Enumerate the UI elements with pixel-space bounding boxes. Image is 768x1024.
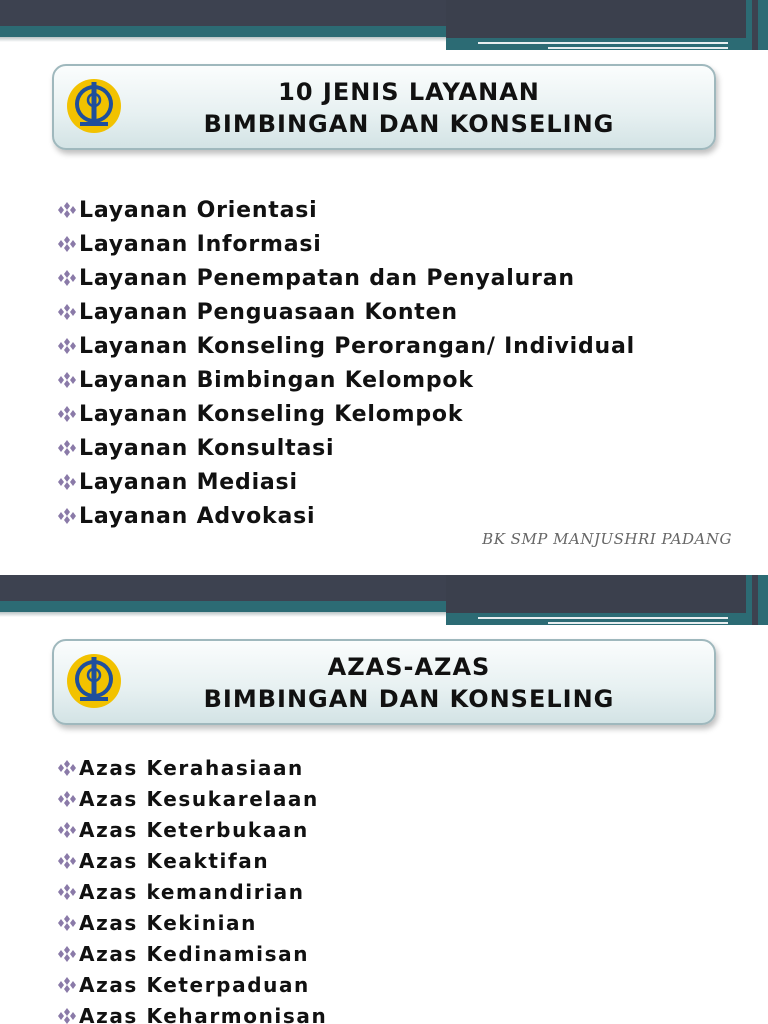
list-item xyxy=(56,295,635,329)
diamond-bullet-icon xyxy=(56,821,78,839)
list-item xyxy=(56,1000,327,1024)
slide-azas xyxy=(0,575,768,1024)
list-item xyxy=(56,876,327,907)
diamond-bullet-icon xyxy=(56,405,78,423)
list-item-label: Azas Kesukarelaan xyxy=(79,786,319,811)
list-item xyxy=(56,969,327,1000)
slide-title-line2: BIMBINGAN DAN KONSELING xyxy=(203,685,615,713)
azas-list xyxy=(56,752,327,1024)
slide-title-line1: AZAS-AZAS xyxy=(327,653,491,681)
list-item-label: Layanan Konsultasi xyxy=(79,435,335,461)
diamond-bullet-icon xyxy=(56,759,78,777)
list-item xyxy=(56,814,327,845)
list-item-label: Azas Keaktifan xyxy=(79,848,270,873)
list-item-label: Azas Keharmonisan xyxy=(79,1003,328,1024)
slide-title-line1: 10 JENIS LAYANAN xyxy=(278,78,540,106)
layanan-list xyxy=(56,193,635,533)
list-item xyxy=(56,845,327,876)
list-item-label: Azas Kedinamisan xyxy=(79,941,310,966)
diamond-bullet-icon xyxy=(56,976,78,994)
list-item xyxy=(56,499,635,533)
footer-text: BK SMP MANJUSHRI PADANG xyxy=(482,530,732,548)
diamond-bullet-icon xyxy=(56,1007,78,1024)
diamond-bullet-icon xyxy=(56,852,78,870)
school-logo-icon xyxy=(66,78,122,134)
list-item-label: Layanan Advokasi xyxy=(79,503,316,529)
list-item-label: Layanan Penguasaan Konten xyxy=(79,299,458,325)
list-item xyxy=(56,227,635,261)
diamond-bullet-icon xyxy=(56,201,78,219)
diamond-bullet-icon xyxy=(56,507,78,525)
list-item-label: Azas Keterpaduan xyxy=(79,972,310,997)
slide-header-banner xyxy=(0,0,768,50)
list-item xyxy=(56,465,635,499)
diamond-bullet-icon xyxy=(56,337,78,355)
list-item xyxy=(56,397,635,431)
list-item-label: Layanan Konseling Kelompok xyxy=(79,401,464,427)
diamond-bullet-icon xyxy=(56,473,78,491)
diamond-bullet-icon xyxy=(56,945,78,963)
list-item xyxy=(56,938,327,969)
title-box xyxy=(52,64,716,150)
list-item xyxy=(56,363,635,397)
diamond-bullet-icon xyxy=(56,914,78,932)
list-item-label: Layanan Konseling Perorangan/ Individual xyxy=(79,333,635,359)
slide-title-line2: BIMBINGAN DAN KONSELING xyxy=(203,110,615,138)
list-item-label: Layanan Mediasi xyxy=(79,469,298,495)
diamond-bullet-icon xyxy=(56,883,78,901)
diamond-bullet-icon xyxy=(56,439,78,457)
list-item xyxy=(56,329,635,363)
list-item-label: Azas kemandirian xyxy=(79,879,305,904)
list-item xyxy=(56,907,327,938)
school-logo-icon xyxy=(66,653,122,709)
list-item xyxy=(56,261,635,295)
diamond-bullet-icon xyxy=(56,303,78,321)
list-item-label: Layanan Bimbingan Kelompok xyxy=(79,367,474,393)
list-item xyxy=(56,752,327,783)
slide-header-banner xyxy=(0,575,768,625)
diamond-bullet-icon xyxy=(56,371,78,389)
diamond-bullet-icon xyxy=(56,790,78,808)
diamond-bullet-icon xyxy=(56,235,78,253)
list-item-label: Layanan Orientasi xyxy=(79,197,318,223)
list-item-label: Layanan Informasi xyxy=(79,231,322,257)
diamond-bullet-icon xyxy=(56,269,78,287)
list-item-label: Azas Kekinian xyxy=(79,910,257,935)
list-item xyxy=(56,431,635,465)
list-item-label: Layanan Penempatan dan Penyaluran xyxy=(79,265,575,291)
title-box xyxy=(52,639,716,725)
list-item xyxy=(56,193,635,227)
list-item xyxy=(56,783,327,814)
list-item-label: Azas Kerahasiaan xyxy=(79,755,304,780)
list-item-label: Azas Keterbukaan xyxy=(79,817,309,842)
